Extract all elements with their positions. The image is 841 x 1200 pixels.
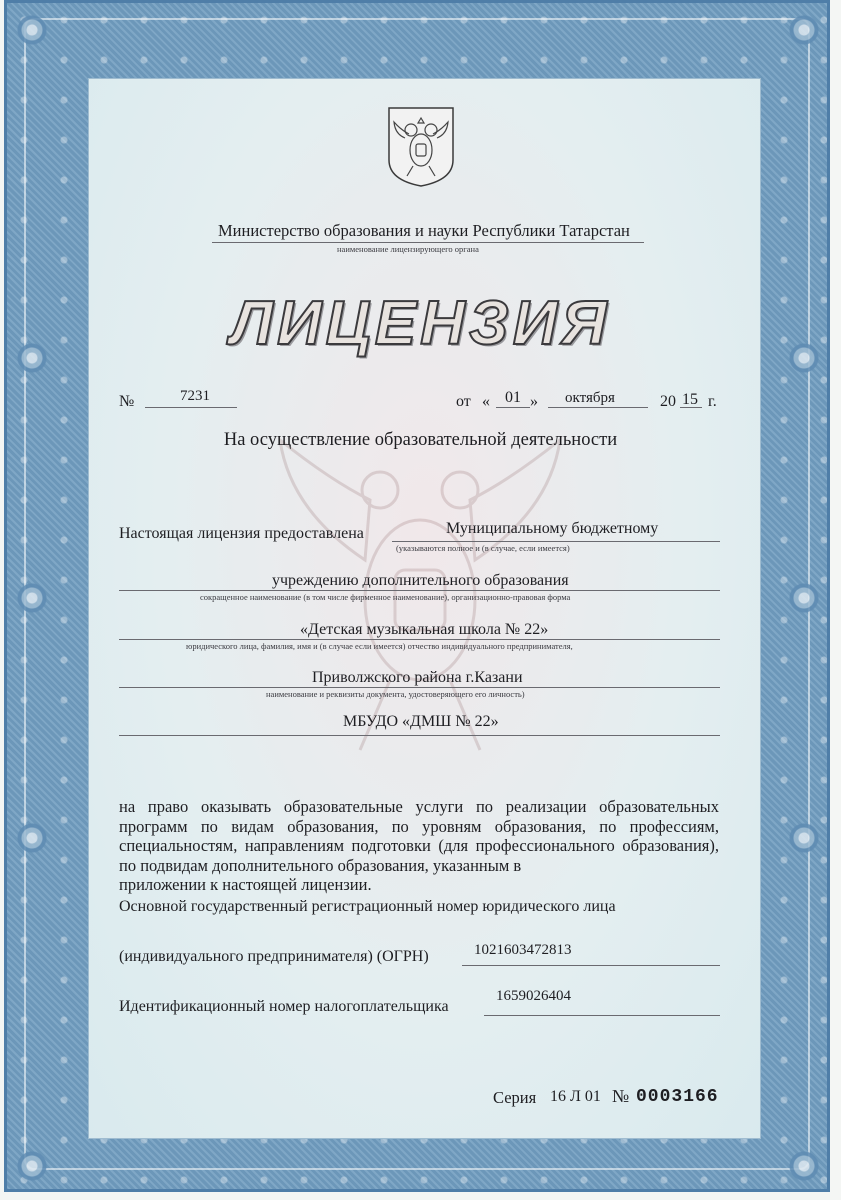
ogrn-underline [462, 965, 720, 966]
ogrn-label-1: Основной государственный регистрационный номер юридического лица [119, 898, 616, 915]
coat-of-arms-emblem [385, 104, 457, 188]
grantee-line-2: учреждению дополнительного образования [272, 572, 569, 589]
ogrn-label-2: (индивидуального предпринимателя) (ОГРН) [119, 948, 429, 965]
date-quote-open: « [482, 393, 490, 410]
date-prefix: от [456, 393, 471, 410]
corner-ornament [14, 12, 50, 48]
license-number-underline [145, 407, 237, 408]
license-number: 7231 [180, 388, 210, 404]
rights-text-main: на право оказывать образовательные услуги по реализации образовательных программ по видам образования, по уровням образования, по профессиям, специальностям, направлениям подготовки (для профессионального образования), по подвидам дополнительного образования, указанным в [119, 797, 719, 875]
grantee-line-4-underline [119, 687, 720, 688]
grantee-line-1: Муниципальному бюджетному [446, 520, 659, 537]
inn-label: Идентификационный номер налогоплательщика [119, 998, 449, 1015]
license-number-label: № [119, 393, 135, 410]
rights-text-end: приложении к настоящей лицензии. [119, 875, 372, 894]
corner-ornament [786, 1148, 822, 1184]
issuer-name: Министерство образования и науки Республики Татарстан [218, 221, 630, 240]
serial-number-label: № [612, 1086, 630, 1106]
month-underline [548, 407, 648, 408]
issuer-caption: наименование лицензирующего органа [337, 244, 479, 254]
grantee-caption-3: юридического лица, фамилия, имя и (в случае если имеется) отчество индивидуального предпринимателя, [186, 641, 573, 651]
inn-value: 1659026404 [496, 988, 571, 1004]
corner-ornament [786, 12, 822, 48]
ogrn-value: 1021603472813 [474, 942, 572, 958]
side-ornament [786, 580, 822, 616]
date-quote-close: » [530, 393, 538, 410]
serial-series: 16 Л 01 [550, 1088, 601, 1105]
license-month: октября [565, 390, 615, 406]
grantee-line-2-underline [119, 590, 720, 591]
inn-underline [484, 1015, 720, 1016]
license-day: 01 [505, 389, 521, 406]
grantee-line-3: «Детская музыкальная школа № 22» [300, 621, 549, 638]
rights-paragraph [119, 797, 719, 895]
serial-label: Серия [493, 1088, 537, 1107]
year-unit: г. [708, 393, 717, 410]
serial-number: 0003166 [636, 1087, 719, 1107]
side-ornament [14, 580, 50, 616]
side-ornament [786, 820, 822, 856]
year-underline [680, 407, 702, 408]
grantee-line-4: Приволжского района г.Казани [312, 669, 523, 686]
grantee-caption-4: наименование и реквизиты документа, удостоверяющего его личность) [266, 689, 525, 699]
grantee-intro: Настоящая лицензия предоставлена [119, 525, 364, 542]
document-title: ЛИЦЕНЗИЯ [230, 289, 611, 358]
year-suffix: 15 [682, 391, 698, 408]
grantee-caption-2: сокращенное наименование (в том числе фирменное наименование), организационно-правовая форма [200, 592, 571, 602]
grantee-line-1-underline [392, 541, 720, 542]
year-prefix: 20 [660, 393, 676, 410]
grantee-short-name: МБУДО «ДМШ № 22» [343, 713, 499, 730]
license-purpose: На осуществление образовательной деятельности [223, 430, 618, 450]
corner-ornament [14, 1148, 50, 1184]
day-underline [496, 407, 530, 408]
grantee-line-5-underline [119, 735, 720, 736]
grantee-line-3-underline [119, 639, 720, 640]
issuer-underline [212, 242, 644, 243]
grantee-caption-1: (указываются полное и (в случае, если имеется) [396, 543, 570, 553]
side-ornament [14, 820, 50, 856]
